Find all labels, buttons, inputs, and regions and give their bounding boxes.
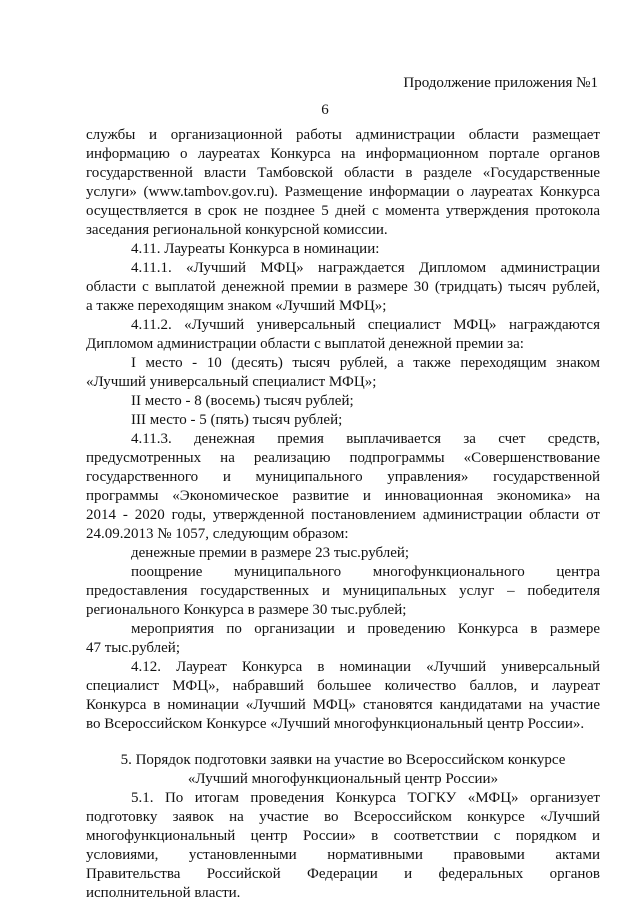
appendix-continuation-label: Продолжение приложения №1 (403, 75, 598, 91)
text-line: предоставления государственных и муниципальных услуг – победителя (86, 583, 600, 599)
text-line: службы и организационной работы администрации области размещает (86, 127, 600, 143)
text-line: 4.11.2. «Лучший универсальный специалист МФЦ» награждаются (131, 317, 600, 333)
text-line: «Лучший универсальный специалист МФЦ»; (86, 374, 377, 390)
page-number: 6 (321, 102, 329, 118)
text-line: специалист МФЦ», набравший большее количество баллов, и лауреат (86, 678, 600, 694)
text-line: I место - 10 (десять) тысяч рублей, а также переходящим знаком (131, 355, 600, 371)
text-line: а также переходящим знаком «Лучший МФЦ»; (86, 298, 387, 314)
section-spacer (86, 734, 600, 751)
text-line: поощрение муниципального многофункционального центра (131, 564, 600, 580)
text-line: 4.11.3. денежная премия выплачивается за счет средств, (131, 431, 600, 447)
text-line: осуществляется в срок не позднее 5 дней с момента утверждения протокола (86, 203, 600, 219)
text-line: исполнительной власти. (86, 885, 241, 901)
text-line: области с выплатой денежной премии в размере 30 (тридцать) тысяч рублей, (86, 279, 600, 295)
text-line: заседания региональной конкурсной комиссии. (86, 222, 388, 238)
document-body (86, 126, 600, 903)
text-line: денежные премии в размере 23 тыс.рублей; (131, 545, 410, 561)
text-line: 4.11.1. «Лучший МФЦ» награждается Дипломом администрации (131, 260, 600, 276)
text-line: многофункциональный центр России» в соответствии с порядком и (86, 828, 600, 844)
text-line: государственной власти Тамбовской области в разделе «Государственные (86, 165, 600, 181)
section-5-heading: 5. Порядок подготовки заявки на участие во Всероссийском конкурсе (120, 752, 566, 768)
text-line: условиями, установленными нормативными правовыми актами (86, 847, 600, 863)
text-line: 5.1. По итогам проведения Конкурса ТОГКУ «МФЦ» организует (131, 790, 600, 806)
text-line: мероприятия по организации и проведению Конкурса в размере (131, 621, 600, 637)
text-line: во Всероссийском Конкурсе «Лучший многофункциональный центр России». (86, 716, 585, 732)
text-line: III место - 5 (пять) тысяч рублей; (131, 412, 343, 428)
text-line: II место - 8 (восемь) тысяч рублей; (131, 393, 354, 409)
text-line: программы «Экономическое развитие и инновационная экономика» на (86, 488, 600, 504)
text-line: 4.12. Лауреат Конкурса в номинации «Лучший универсальный (131, 659, 600, 675)
text-line: услуги» (www.tambov.gov.ru). Размещение информации о лауреатах Конкурса (86, 184, 600, 200)
text-line: 47 тыс.рублей; (86, 640, 180, 656)
text-line: Дипломом администрации области с выплатой денежной премии за: (86, 336, 524, 352)
text-line: регионального Конкурса в размере 30 тыс.рублей; (86, 602, 407, 618)
text-line: 24.09.2013 № 1057, следующим образом: (86, 526, 349, 542)
text-line: Правительства Российской Федерации и федеральных органов (86, 866, 600, 882)
text-line: информацию о лауреатах Конкурса на информационном портале органов (86, 146, 600, 162)
section-5-heading: «Лучший многофункциональный центр России» (187, 771, 499, 787)
text-line: подготовку заявок на участие во Всероссийском конкурсе «Лучший (86, 809, 600, 825)
section-heading-4-11: 4.11. Лауреаты Конкурса в номинации: (131, 241, 380, 257)
text-line: предусмотренных на реализацию подпрограммы «Совершенствование (86, 450, 600, 466)
text-line: государственного и муниципального управления» государственной (86, 469, 600, 485)
text-line: Конкурса в номинации «Лучший МФЦ» становятся кандидатами на участие (86, 697, 600, 713)
text-line: 2014 - 2020 годы, утвержденной постановлением администрации области от (86, 507, 600, 523)
